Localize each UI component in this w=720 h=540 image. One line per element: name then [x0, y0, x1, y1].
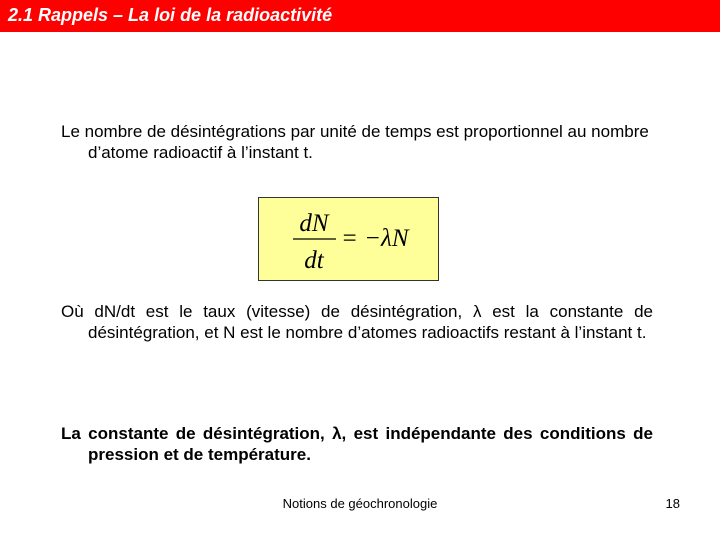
title-bar — [0, 0, 720, 32]
formula-numerator: dN — [299, 210, 329, 237]
formula-rhs: = −λN — [341, 225, 409, 252]
formula-box — [258, 197, 439, 281]
slide-title: 2.1 Rappels – La loi de la radioactivité — [8, 5, 333, 25]
constant-paragraph: La constante de désintégration, λ, est indépendante des conditions de pression et de température. — [61, 424, 653, 464]
page-number: 18 — [665, 496, 680, 511]
definition-paragraph: Le nombre de désintégrations par unité de temps est proportionnel au nombre d’atome radioactif à l’instant t. — [61, 122, 649, 162]
explanation-paragraph: Où dN/dt est le taux (vitesse) de désintégration, λ est la constante de désintégration, et N est le nombre d’atomes radioactifs restant à l’instant t. — [61, 302, 653, 342]
footer-text: Notions de géochronologie — [282, 496, 438, 511]
decay-formula — [259, 198, 440, 282]
formula-denominator: dt — [304, 247, 324, 274]
